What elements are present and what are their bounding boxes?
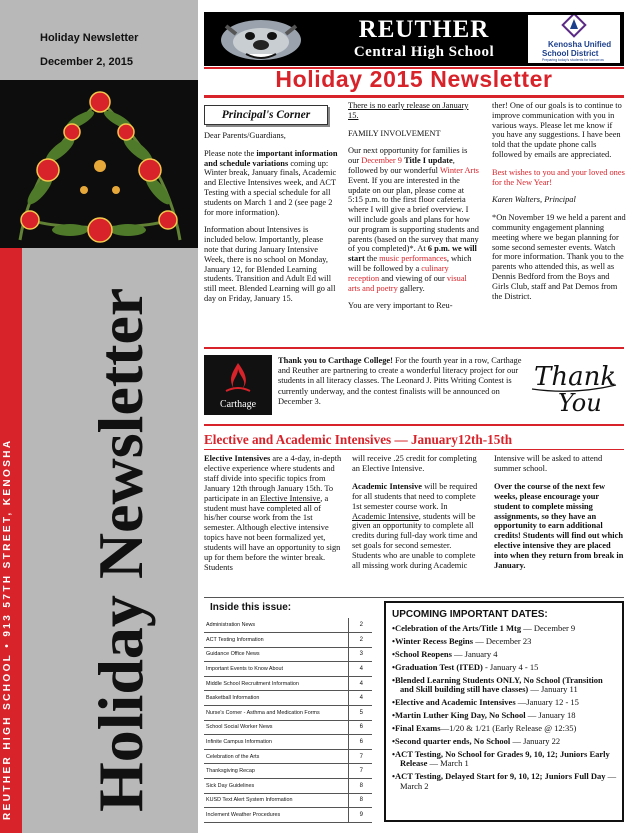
intensives-column-1: Elective Intensives are a 4-day, in-depth elective experience where students and staff divide into specific topics from January 12th through January 15th. To participate in an Elective Intensive, a student must have completed all of his/her course work from the 1st semester. Although elective intensive topics have not been formalized yet, students will have an opportunity to sign up for them before the winter break. Students xyxy=(204,454,342,572)
intensives-column-3: Intensive will be asked to attend summer school. Over the course of the next few weeks, please encourage your student to complete missing assignments, so they have an opportunity to earn additional credits! Students will find out which elective intensive they are placed into when they return from break in January. xyxy=(494,454,624,571)
principal-column-2 xyxy=(348,101,480,319)
thank-word: Thank xyxy=(534,362,617,392)
inside-issue-row xyxy=(204,691,372,706)
inside-issue-topic: Inclement Weather Procedures xyxy=(204,808,348,823)
inside-issue-page: 8 xyxy=(348,793,372,808)
date-event: Graduation Test (ITED) xyxy=(394,661,483,672)
inside-issue-row xyxy=(204,647,372,662)
date-item xyxy=(392,772,618,791)
school-address: REUTHER HIGH SCHOOL • 913 57TH STREET, KENOSHA xyxy=(2,438,13,820)
date-item xyxy=(392,650,618,660)
inside-issue-row xyxy=(204,779,372,794)
carthage-logo-text: Carthage xyxy=(219,399,257,410)
carthage-thanks-text: Thank you to Carthage College! For the fourth year in a row, Carthage and Reuther are partnering to create a wonderful literacy project for our students in all literacy classes. The Leonard J. Pitts Writing Contest is currently underway, and the contest finalists will be announced on December 3. xyxy=(278,356,522,406)
inside-issue-row xyxy=(204,618,372,633)
inside-issue-page: 6 xyxy=(348,735,372,750)
carthage-logo xyxy=(204,355,272,415)
date-when: — December 9 xyxy=(521,623,576,633)
inside-issue-page: 4 xyxy=(348,691,372,706)
inside-issue-topic: Infinite Campus Information xyxy=(204,735,348,750)
date-event: Elective and Academic Intensives xyxy=(394,697,516,708)
inside-issue-topic: KUSD Text Alert System Information xyxy=(204,793,348,808)
date-when: - January 4 - 15 xyxy=(482,661,539,672)
date-item xyxy=(392,724,618,734)
date-when: — January 18 xyxy=(525,709,576,720)
inside-issue-topic: Administration News xyxy=(204,618,348,633)
upcoming-dates-heading: UPCOMING IMPORTANT DATES: xyxy=(392,609,548,620)
date-event: School Reopens xyxy=(394,648,452,659)
principal-paragraph-2: Information about Intensives is included below. Importantly, please note that during January Intensive Week, there is no school on Monday, January 12, for Blended Learning students. Transition and Adult Ed will still meet. Blended Learning will go all day on Friday, January 15. xyxy=(204,225,336,303)
date-when: — March 2 xyxy=(400,771,617,791)
inside-issue-topic: Thanksgiving Recap xyxy=(204,764,348,779)
inside-issue-page: 2 xyxy=(348,618,372,633)
salutation: Dear Parents/Guardians, xyxy=(204,131,286,140)
sidebar-date: December 2, 2015 xyxy=(40,56,133,68)
inside-issue-row xyxy=(204,633,372,648)
principal-signature: Karen Walters, Principal xyxy=(492,195,576,205)
inside-issue-page: 9 xyxy=(348,808,372,823)
principal-paragraph-1: Please note the important information and schedule variations coming up: Winter break, January finals, Academic and Elective Intensives week, and ACT Testing with a special schedule for all students on March 1 and 2 (see page 2 for more information). xyxy=(204,148,338,217)
date-when: — March 1 xyxy=(427,758,469,769)
bottom-divider xyxy=(204,597,624,598)
inside-issue-page: 3 xyxy=(348,647,372,662)
inside-issue-topic: Middle School Recruitment Information xyxy=(204,676,348,691)
upcoming-dates-box xyxy=(384,601,624,822)
inside-issue-topic: Guidance Office News xyxy=(204,647,348,662)
inside-issue-row xyxy=(204,676,372,691)
date-event: Blended Learning Students ONLY, No School (Transition and Skill building still have classes) xyxy=(394,674,603,695)
sidebar-header xyxy=(14,16,186,76)
principal-column-1 xyxy=(204,131,339,312)
inside-issue-page: 2 xyxy=(348,633,372,648)
date-item xyxy=(392,698,618,708)
inside-issue-topic: School Social Worker News xyxy=(204,720,348,735)
flame-icon xyxy=(204,355,272,399)
date-event: Martin Luther King Day, No School xyxy=(394,709,526,720)
date-when: — January 22 xyxy=(510,735,561,746)
district-tagline: Preparing today's students for tomorrow xyxy=(542,58,604,62)
inside-issue-topic: Basketball Information xyxy=(204,691,348,706)
inside-issue-row xyxy=(204,706,372,721)
vertical-title: Holiday Newsletter xyxy=(85,287,156,812)
intensives-column-2: will receive .25 credit for completing an Elective Intensive. Academic Intensive will be required for all students that need to complete 1st semester course work. In Academic Intensive, students will be given an opportunity to complete all credits during full-day work time and set goals for second semester. Students who are unable to complete all missing work during Academic xyxy=(352,454,478,571)
new-year-wishes: Best wishes to you and your loved ones for the New Year! xyxy=(492,167,625,187)
principal-continued: You are very important to Reu- xyxy=(348,301,453,311)
inside-issue-page: 8 xyxy=(348,779,372,794)
inside-issue-page: 7 xyxy=(348,749,372,764)
district-emblem-icon xyxy=(528,15,620,41)
date-event: Winter Recess Begins xyxy=(394,635,474,646)
district-logo xyxy=(528,15,620,63)
inside-issue-topic: Celebration of the Arts xyxy=(204,749,348,764)
inside-issue-row xyxy=(204,793,372,808)
sidebar-title: Holiday Newsletter xyxy=(40,32,139,44)
communication-paragraph: ther! One of our goals is to continue to improve communication with you in various ways. Please let me know if you have any suggestions. I have been told that the update phone calls followed by emails are appreciated. xyxy=(492,101,622,159)
date-item xyxy=(392,676,618,695)
inside-issue-row xyxy=(204,749,372,764)
inside-issue-page: 4 xyxy=(348,662,372,677)
you-word: You xyxy=(558,389,602,417)
date-when: — January 11 xyxy=(528,684,578,695)
date-item xyxy=(392,737,618,747)
principals-corner-heading: Principal's Corner xyxy=(204,105,328,125)
inside-issue-row xyxy=(204,662,372,677)
inside-issue-topic: ACT Testing Information xyxy=(204,633,348,648)
early-release-note: There is no early release on January 15. xyxy=(348,101,469,120)
principal-column-3 xyxy=(492,101,626,309)
inside-issue-page: 5 xyxy=(348,706,372,721)
newsletter-title: Holiday 2015 Newsletter xyxy=(275,66,553,92)
upcoming-dates-list xyxy=(392,624,618,791)
inside-issue-page: 6 xyxy=(348,720,372,735)
inside-issue-row xyxy=(204,808,372,823)
inside-issue-topic: Important Events to Know About xyxy=(204,662,348,677)
inside-issue-heading: Inside this issue: xyxy=(210,602,292,613)
inside-issue-page: 4 xyxy=(348,676,372,691)
intensives-rule xyxy=(204,449,624,450)
school-subtitle: Central High School xyxy=(353,44,495,60)
district-name-line1: Kenosha Unified xyxy=(548,40,612,49)
date-item xyxy=(392,624,618,634)
bulldog-mascot-icon xyxy=(216,16,306,62)
date-item xyxy=(392,711,618,721)
intensives-heading: Elective and Academic Intensives — January12th-15th xyxy=(204,432,513,447)
title-rule xyxy=(204,95,624,98)
inside-issue-table xyxy=(204,618,372,823)
inside-issue-row xyxy=(204,735,372,750)
date-item xyxy=(392,750,618,769)
date-when: —1/20 & 1/21 (Early Release @ 12:35) xyxy=(440,722,577,733)
section-rule xyxy=(204,347,624,349)
section-rule-2 xyxy=(204,424,624,426)
inside-issue-row xyxy=(204,720,372,735)
footnote: *On November 19 we held a parent and community engagement planning meeting where we began planning for some second semester events. Watch for more information. Thank you to the parents who attended this, as well as Dennis Bedford from the Boys and Girls Club, staff and Pat Demos from the District. xyxy=(492,213,626,301)
date-event: ACT Testing, Delayed Start for 9, 10, 12; Juniors Full Day xyxy=(394,771,606,782)
masthead xyxy=(204,12,624,66)
date-when: — December 23 xyxy=(473,635,532,646)
date-item xyxy=(392,637,618,647)
family-involvement-text: Our next opportunity for families is our December 9 Title I update, followed by our wonderful Winter Arts Event. If you are interested in the update on our plan, please come at 5:15 p.m. to the first floor cafeteria where I will give a brief overview. I will include goals and plans for how our program is supporting students and parents (based on the survey that many of you completed)*. At 6 p.m. we will start the music performances, which will be followed by a culinary reception and viewing of our visual arts and poetry gallery. xyxy=(348,146,479,293)
inside-issue-row xyxy=(204,764,372,779)
family-involvement-heading: FAMILY INVOLVEMENT xyxy=(348,128,441,138)
sidebar xyxy=(0,0,198,833)
date-event: Celebration of the Arts/Title 1 Mtg xyxy=(394,623,522,633)
date-when: —January 12 - 15 xyxy=(515,697,579,708)
thank-you-script-image xyxy=(528,355,620,419)
inside-issue-topic: Sick Day Guidelines xyxy=(204,779,348,794)
date-event: ACT Testing, No School for Grades 9, 10, 12; Juniors Early Release xyxy=(394,748,610,769)
holly-wreath-image xyxy=(0,80,198,248)
inside-issue-page: 7 xyxy=(348,764,372,779)
inside-issue-topic: Nurse's Corner - Asthma and Medication Forms xyxy=(204,706,348,721)
school-name: REUTHER xyxy=(358,16,490,43)
date-item xyxy=(392,663,618,673)
date-event: Second quarter ends, No School xyxy=(394,735,511,746)
district-name-line2: School District xyxy=(542,49,599,58)
date-when: — January 4 xyxy=(451,648,498,659)
date-event: Final Exams xyxy=(394,722,441,733)
